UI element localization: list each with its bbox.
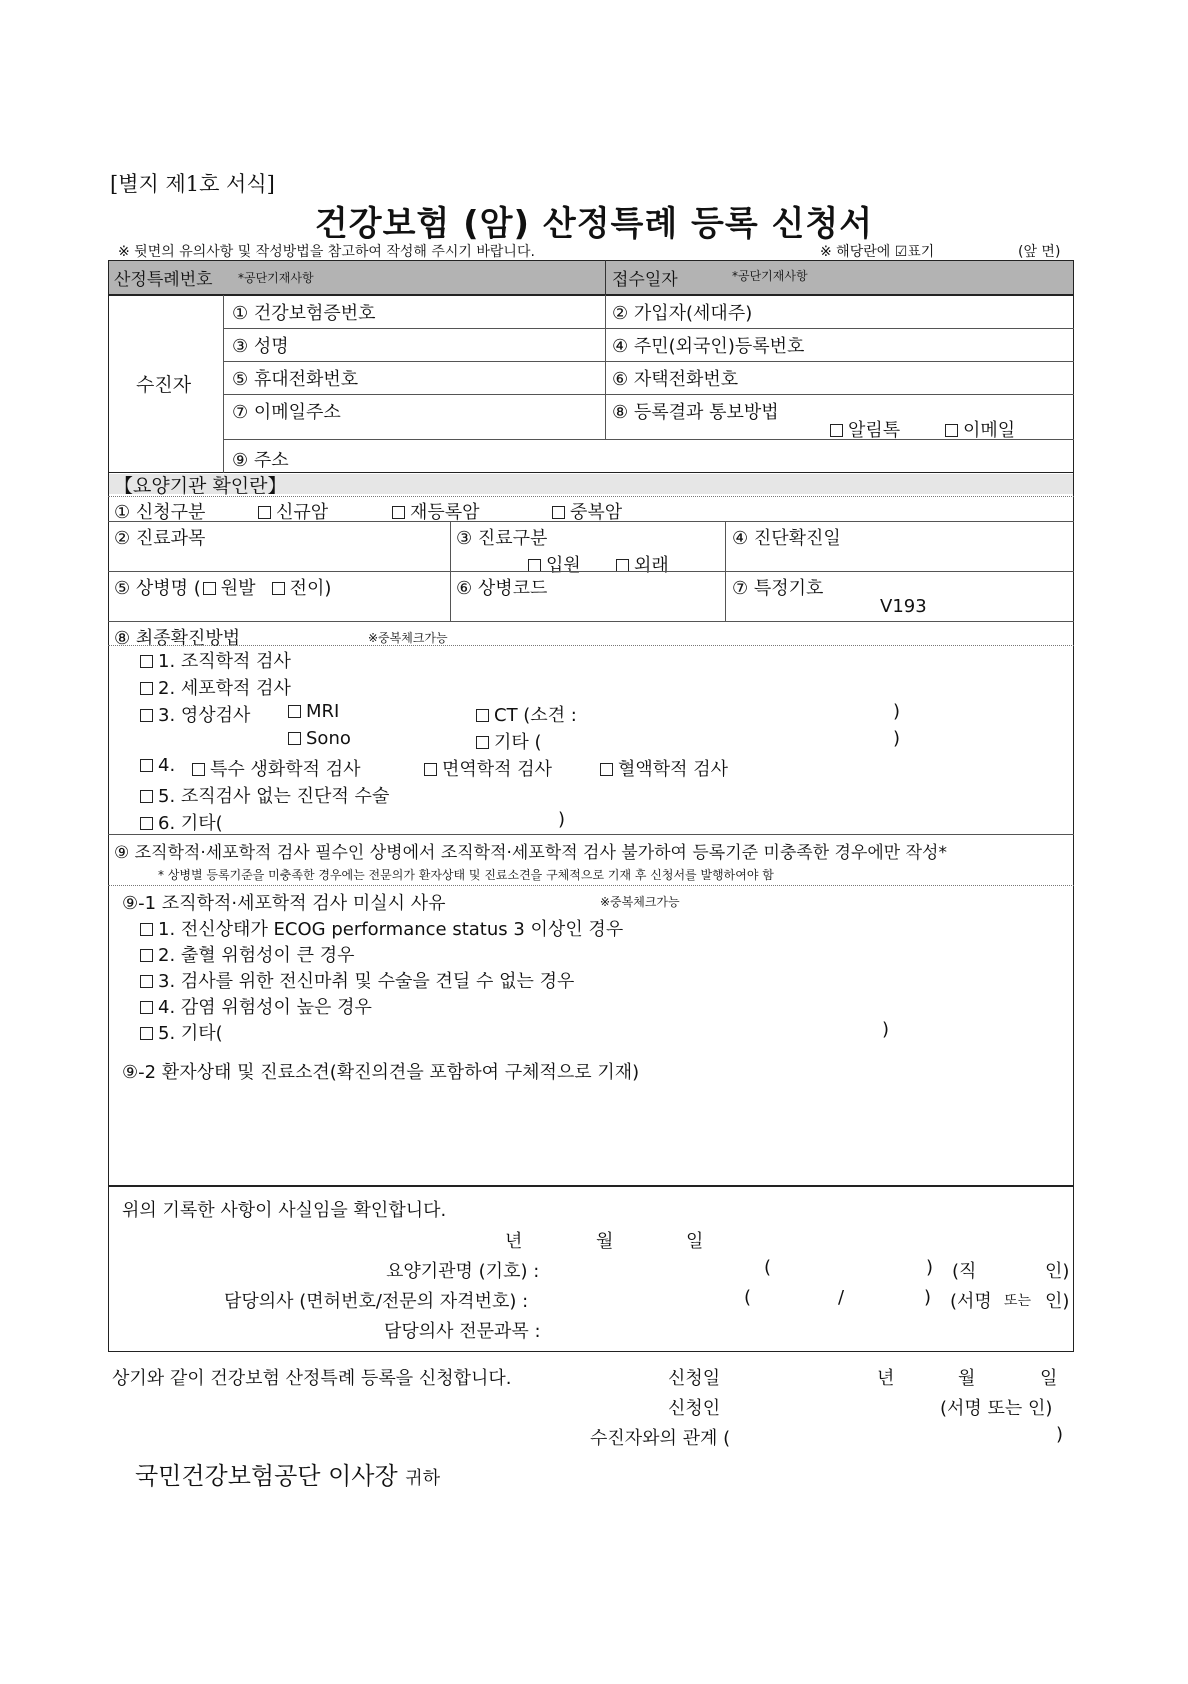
patient-label: 수진자: [136, 374, 192, 396]
section9-2-title: ⑨-2 환자상태 및 진료소견(확진의견을 포함하여 구체적으로 기재): [122, 1062, 640, 1083]
checkbox-icon: [140, 1027, 153, 1040]
disease-code-field[interactable]: ⑥ 상병코드: [456, 578, 548, 599]
facility-name-label: 요양기관명 (기호) :: [386, 1261, 540, 1282]
notify-method-label: ⑧ 등록결과 통보방법: [612, 402, 779, 423]
confirmation-statement: 위의 기록한 사항이 사실임을 확인합니다.: [122, 1200, 447, 1221]
department-field[interactable]: ② 진료과목: [114, 528, 206, 549]
section9-note: * 상병별 등록기준을 미충족한 경우에는 전문의가 환자상태 및 진료소견을 구체적으로 기재 후 신청서를 발행하여야 함: [158, 868, 774, 882]
method-cytology-checkbox[interactable]: 2. 세포학적 검사: [140, 674, 291, 700]
imaging-ct-checkbox[interactable]: CT (소견 :: [476, 701, 577, 727]
checkbox-icon: [140, 709, 153, 722]
relation-label: 수진자와의 관계 (: [590, 1428, 731, 1449]
care-type-label: ③ 진료구분: [456, 528, 548, 549]
subscriber-field[interactable]: ② 가입자(세대주): [612, 303, 753, 324]
received-note: *공단기재사항: [732, 269, 808, 283]
doctor-dept-label: 담당의사 전문과목 :: [384, 1321, 541, 1342]
checkbox-icon: [476, 709, 489, 722]
section9-1-note: ※중복체크가능: [600, 895, 680, 909]
imaging-mri-checkbox[interactable]: MRI: [288, 701, 339, 722]
method-histology-checkbox[interactable]: 1. 조직학적 검사: [140, 647, 291, 673]
apply-new-checkbox[interactable]: 신규암: [258, 498, 328, 524]
checkbox-icon: [140, 790, 153, 803]
instruction-note: ※ 뒷면의 유의사항 및 작성방법을 참고하여 작성해 주시기 바랍니다.: [118, 244, 535, 260]
reason-other-checkbox[interactable]: 5. 기타(: [140, 1019, 223, 1045]
apply-reregister-checkbox[interactable]: 재등록암: [392, 498, 480, 524]
facility-section-title: 【요양기관 확인란】: [114, 475, 287, 497]
method-special-test-checkbox[interactable]: 4.: [140, 755, 175, 776]
checkbox-icon: [272, 582, 285, 595]
reg-no-note: *공단기재사항: [238, 271, 314, 285]
page-side-label: (앞 면): [1018, 244, 1061, 260]
disease-name-field[interactable]: ⑤ 상병명 ( 원발 전이): [114, 578, 332, 599]
checkbox-icon: [192, 763, 205, 776]
apply-duplicate-checkbox[interactable]: 중복암: [552, 498, 622, 524]
received-label: 접수일자: [612, 270, 678, 290]
reason-bleeding-checkbox[interactable]: 2. 출혈 위험성이 큰 경우: [140, 941, 355, 967]
resident-no-field[interactable]: ④ 주민(외국인)등록번호: [612, 336, 805, 357]
checkbox-icon: [140, 655, 153, 668]
checkbox-icon: [424, 763, 437, 776]
checkbox-icon: [140, 817, 153, 830]
imaging-sono-checkbox[interactable]: Sono: [288, 728, 351, 749]
email-field[interactable]: ⑦ 이메일주소: [232, 402, 341, 423]
confirm-method-note: ※중복체크가능: [368, 631, 448, 645]
confirm-method-label: ⑧ 최종확진방법: [114, 628, 241, 649]
checkbox-icon: [288, 705, 301, 718]
checkbox-icon: [288, 732, 301, 745]
special-code-label: ⑦ 특정기호: [732, 578, 824, 599]
facility-name-input[interactable]: [562, 1254, 732, 1280]
checkbox-icon: [203, 582, 216, 595]
checkbox-icon: [552, 506, 565, 519]
applicant-sign-slot[interactable]: (서명 또는 인): [940, 1398, 1053, 1419]
biochem-checkbox[interactable]: 특수 생화학적 검사: [192, 755, 361, 781]
reason-ecog-checkbox[interactable]: 1. 전신상태가 ECOG performance status 3 이상인 경우: [140, 915, 623, 941]
notify-kakao-checkbox[interactable]: 알림톡: [830, 416, 900, 442]
method-imaging-checkbox[interactable]: 3. 영상검사: [140, 701, 250, 727]
mobile-phone-field[interactable]: ⑤ 휴대전화번호: [232, 369, 359, 390]
name-field[interactable]: ③ 성명: [232, 336, 289, 357]
checkbox-icon: [945, 424, 958, 437]
hematology-checkbox[interactable]: 혈액학적 검사: [600, 755, 728, 781]
application-statement: 상기와 같이 건강보험 산정특례 등록을 신청합니다.: [112, 1368, 512, 1389]
doctor-license-label: 담당의사 (면허번호/전문의 자격번호) :: [224, 1291, 529, 1312]
addressee: 국민건강보험공단 이사장 귀하: [135, 1462, 441, 1490]
special-code-value: V193: [880, 596, 927, 617]
checkbox-icon: [140, 923, 153, 936]
doctor-sign-slot[interactable]: 인): [1045, 1291, 1070, 1312]
checkbox-icon: [830, 424, 843, 437]
notify-email-checkbox[interactable]: 이메일: [945, 416, 1015, 442]
checkbox-icon: [140, 975, 153, 988]
attachment-label: [별지 제1호 서식]: [110, 172, 275, 196]
section9-1-title: ⑨-1 조직학적·세포학적 검사 미실시 사유: [122, 893, 446, 914]
doctor-dept-input[interactable]: [562, 1314, 942, 1340]
reg-no-label: 산정특례번호: [114, 270, 213, 290]
facility-seal-slot[interactable]: 인): [1045, 1261, 1070, 1282]
checkbox-icon: [258, 506, 271, 519]
section9-title: ⑨ 조직학적·세포학적 검사 필수인 상병에서 조직학적·세포학적 검사 불가하여 등록기준 미충족한 경우에만 작성*: [114, 843, 947, 863]
insurance-card-no-field[interactable]: ① 건강보험증번호: [232, 303, 376, 324]
method-surgery-checkbox[interactable]: 5. 조직검사 없는 진단적 수술: [140, 782, 389, 808]
checkbox-icon: [140, 949, 153, 962]
clinical-opinion-area[interactable]: [122, 1085, 1062, 1180]
reason-anesthesia-checkbox[interactable]: 3. 검사를 위한 전신마취 및 수술을 견딜 수 없는 경우: [140, 967, 574, 993]
check-note: ※ 해당란에 ☑표기: [820, 244, 935, 260]
checkbox-icon: [140, 682, 153, 695]
imaging-other-checkbox[interactable]: 기타 (: [476, 728, 542, 754]
checkbox-icon: [140, 1001, 153, 1014]
method-other-checkbox[interactable]: 6. 기타(: [140, 809, 223, 835]
care-inpatient-checkbox[interactable]: 입원: [528, 551, 581, 577]
checkbox-icon: [392, 506, 405, 519]
diagnosis-date-field[interactable]: ④ 진단확진일: [732, 528, 841, 549]
relation-input[interactable]: [758, 1421, 1048, 1447]
form-title: 건강보험 (암) 산정특례 등록 신청서: [314, 204, 874, 244]
address-field[interactable]: ⑨ 주소: [232, 450, 289, 471]
apply-type-label: ① 신청구분: [114, 502, 206, 523]
care-outpatient-checkbox[interactable]: 외래: [616, 551, 669, 577]
application-date-label: 신청일: [668, 1368, 721, 1389]
checkbox-icon: [476, 736, 489, 749]
home-phone-field[interactable]: ⑥ 자택전화번호: [612, 369, 739, 390]
applicant-label: 신청인: [668, 1398, 721, 1419]
reason-infection-checkbox[interactable]: 4. 감염 위험성이 높은 경우: [140, 993, 372, 1019]
checkbox-icon: [140, 759, 153, 772]
immunology-checkbox[interactable]: 면역학적 검사: [424, 755, 552, 781]
checkbox-icon: [600, 763, 613, 776]
